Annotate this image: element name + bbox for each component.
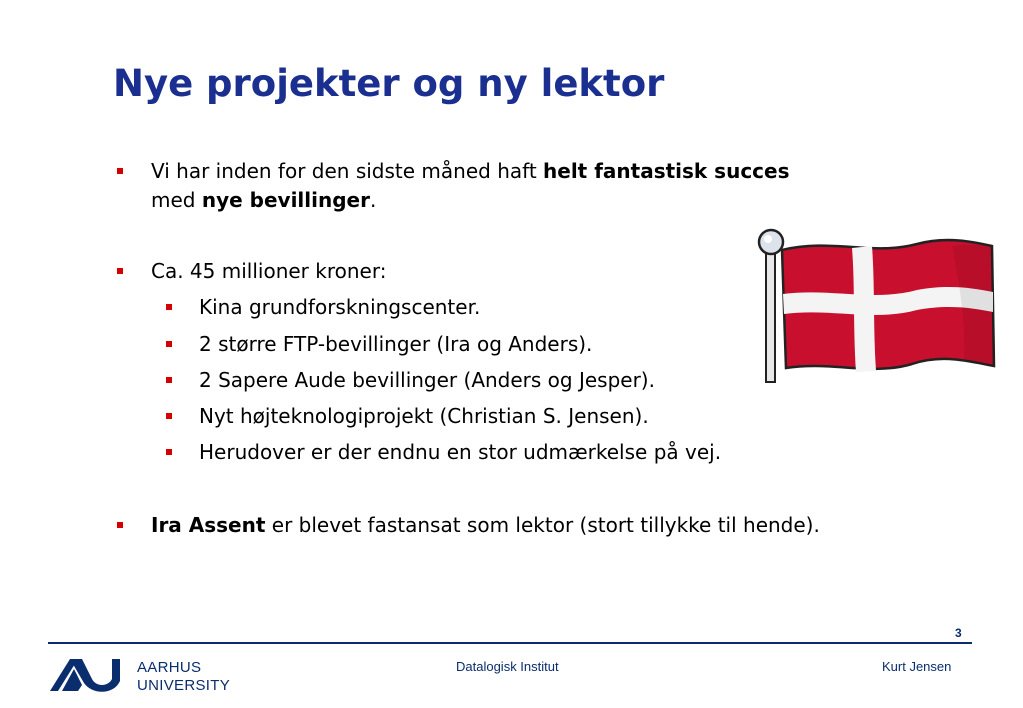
bullet-1-line-2 (151, 186, 376, 215)
bullet-1-period: . (369, 188, 377, 212)
logo-text-line-1: AARHUS (137, 659, 202, 676)
bullet-marker (117, 268, 123, 274)
sub-bullet-marker (166, 449, 172, 455)
bullet-1-text: Vi har inden for den sidste måned haft (151, 159, 544, 183)
page-number: 3 (955, 626, 962, 640)
bullet-marker (117, 168, 123, 174)
aarhus-university-logo-icon (48, 655, 124, 693)
sub-bullet-marker (166, 341, 172, 347)
bullet-1-line-1 (151, 157, 790, 186)
danish-flag-icon (752, 226, 997, 386)
sub-item: Nyt højteknologiprojekt (Christian S. Jensen). (199, 404, 649, 428)
sub-bullet-marker (166, 304, 172, 310)
sub-item: Herudover er der endnu en stor udmærkelse på vej. (199, 440, 722, 464)
sub-item: 2 Sapere Aude bevillinger (Anders og Jesper). (199, 368, 655, 392)
bullet-3-line (151, 511, 820, 540)
bullet-3-bold: Ira Assent (151, 513, 266, 537)
sub-item: Kina grundforskningscenter. (199, 295, 481, 319)
sub-item: 2 større FTP-bevillinger (Ira og Anders). (199, 332, 593, 356)
footer-divider (48, 642, 972, 644)
footer-institute: Datalogisk Institut (456, 659, 559, 674)
bullet-3-text: er blevet fastansat som lektor (stort tillykke til hende). (265, 513, 820, 537)
bullet-1-bold: helt fantastisk succes (543, 159, 790, 183)
slide-title: Nye projekter og ny lektor (113, 62, 665, 105)
bullet-1-bold-2: nye bevillinger (201, 188, 370, 212)
sub-bullet-marker (166, 377, 172, 383)
logo-text-line-2: UNIVERSITY (137, 677, 231, 694)
sub-bullet-marker (166, 413, 172, 419)
footer-author: Kurt Jensen (882, 659, 952, 674)
bullet-1-text-2: med (151, 188, 202, 212)
bullet-marker (117, 522, 123, 528)
bullet-2-text: Ca. 45 millioner kroner: (151, 259, 387, 283)
